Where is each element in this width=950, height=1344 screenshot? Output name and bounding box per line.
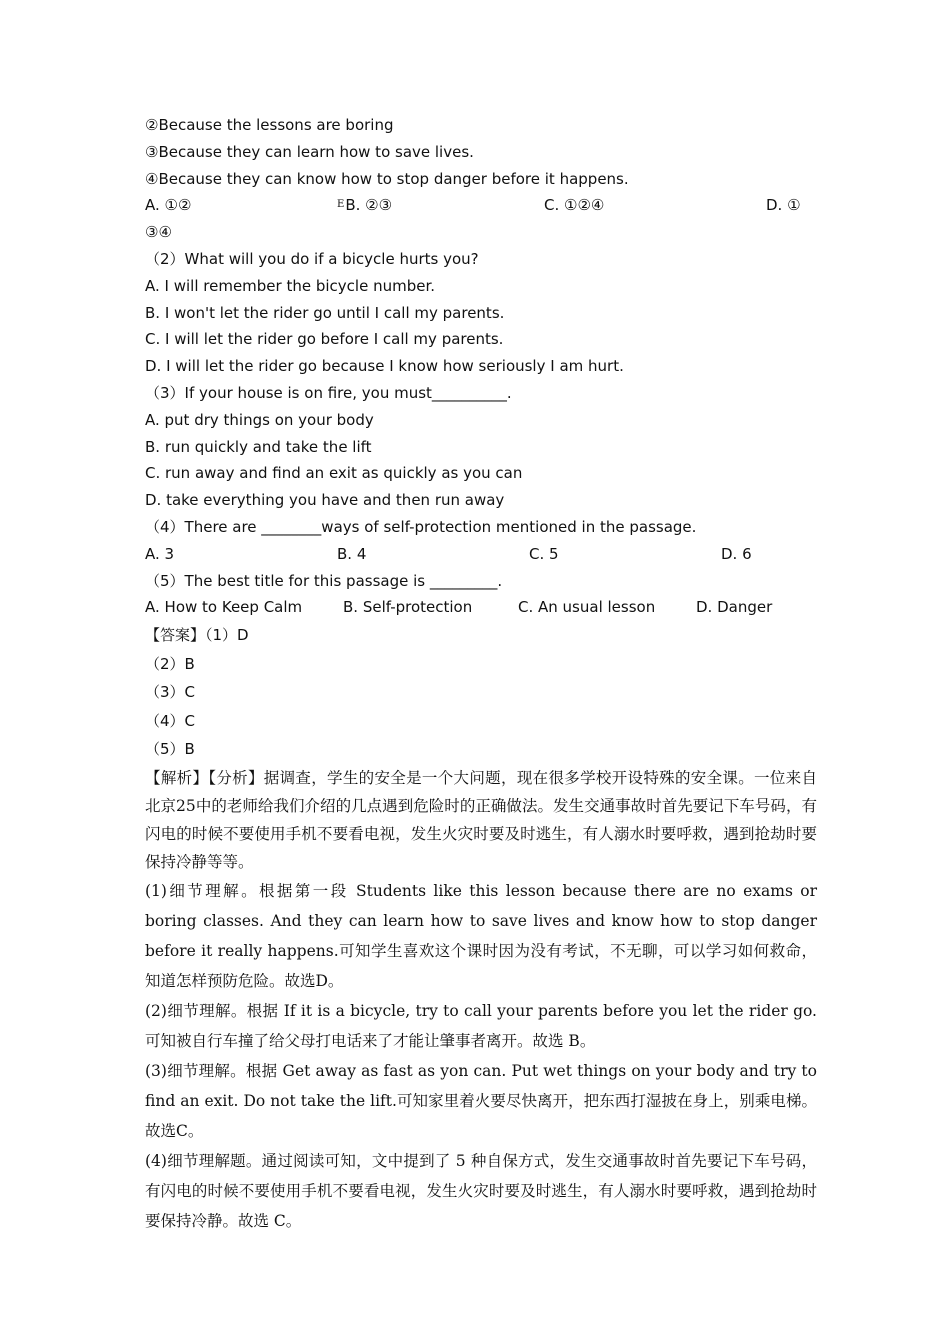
q1-option-4: ④Because they can know how to stop danger before it happens. [145, 169, 629, 188]
q5-choice-a: A. How to Keep Calm [145, 598, 303, 617]
document-page [145, 112, 817, 1236]
q5-choice-d: D. Danger [696, 598, 773, 617]
answer-3: （3）C [145, 683, 196, 702]
q3-option-a: A. put dry things on your body [145, 410, 374, 429]
analysis-item-1: (1)细节理解。根据第一段 Students like this lesson because there are no exams or boring classes. And they can learn how to save lives and know how to stop danger before it really happens.可知学生喜欢这个课时因为没有考试，不无聊，可以学习如何救命，知道怎样预防危险。故选D。 [145, 881, 817, 990]
q2-stem: （2）What will you do if a bicycle hurts you? [145, 249, 479, 268]
q2-option-b: B. I won't let the rider go until I call my parents. [145, 303, 505, 322]
q1-choice-d: D. ① [766, 196, 801, 215]
q1-choice-b: EB. ②③ [337, 196, 393, 215]
q1-choice-c: C. ①②④ [544, 196, 605, 215]
q1-option-2: ②Because the lessons are boring [145, 116, 394, 134]
q4-stem: （4）There are ________ways of self-protection mentioned in the passage. [145, 517, 697, 536]
answer-2: （2）B [145, 654, 195, 673]
q1-option-3: ③Because they can learn how to save lives. [145, 142, 474, 161]
q2-option-c: C. I will let the rider go before I call my parents. [145, 330, 504, 349]
q4-choice-c: C. 5 [529, 544, 559, 563]
q4-choice-d: D. 6 [721, 544, 752, 563]
answer-5: （5）B [145, 740, 195, 759]
q3-option-c: C. run away and find an exit as quickly as you can [145, 464, 523, 483]
q3-stem: （3）If your house is on fire, you must__________. [145, 383, 512, 402]
q5-choice-b: B. Self-protection [343, 598, 473, 617]
analysis-item-2: (2)细节理解。根据 If it is a bicycle, try to call your parents before you let the rider go. 可知被自行车撞了给父母打电话来了才能让肇事者离开。故选 B。 [145, 1001, 817, 1050]
q4-choices [145, 541, 817, 568]
analysis-item-4: (4)细节理解题。通过阅读可知，文中提到了 5 种自保方式，发生交通事故时首先要记下车号码，有闪电的时候不要使用手机不要看电视，发生火灾时要及时逃生，有人溺水时要呼救，遇到抢劫时要保持冷静。故选 C。 [145, 1151, 817, 1230]
analysis-intro: 【解析】【分析】据调查，学生的安全是一个大问题，现在很多学校开设特殊的安全课。一位来自北京25中的老师给我们介绍的几点遇到危险时的正确做法。发生交通事故时首先要记下车号码，有闪电的时候不要使用手机不要看电视，发生火灾时要及时逃生，有人溺水时要呼救，遇到抢劫时要保持冷静等等。 [145, 768, 817, 871]
q3-option-b: B. run quickly and take the lift [145, 437, 372, 456]
q5-stem: （5）The best title for this passage is _________. [145, 571, 503, 590]
q1-choice-a: A. ①② [145, 196, 192, 215]
q1-choice-d-continued: ③④ [145, 223, 172, 242]
q5-choices [145, 594, 817, 621]
q2-option-d: D. I will let the rider go because I know how seriously I am hurt. [145, 357, 624, 376]
q1-choices [145, 192, 817, 219]
q4-choice-b: B. 4 [337, 544, 367, 563]
q5-choice-c: C. An usual lesson [518, 598, 656, 617]
q3-option-d: D. take everything you have and then run away [145, 491, 505, 510]
analysis-item-3: (3)细节理解。根据 Get away as fast as yon can. Put wet things on your body and try to find an exit. Do not take the lift.可知家里着火要尽快离开，把东西打湿披在身上，别乘电梯。故选C。 [145, 1061, 817, 1140]
q2-option-a: A. I will remember the bicycle number. [145, 276, 436, 295]
stray-mark: E [337, 199, 345, 211]
answer-4: （4）C [145, 711, 196, 730]
q4-choice-a: A. 3 [145, 544, 175, 563]
answer-heading: 【答案】（1）D [145, 626, 249, 645]
